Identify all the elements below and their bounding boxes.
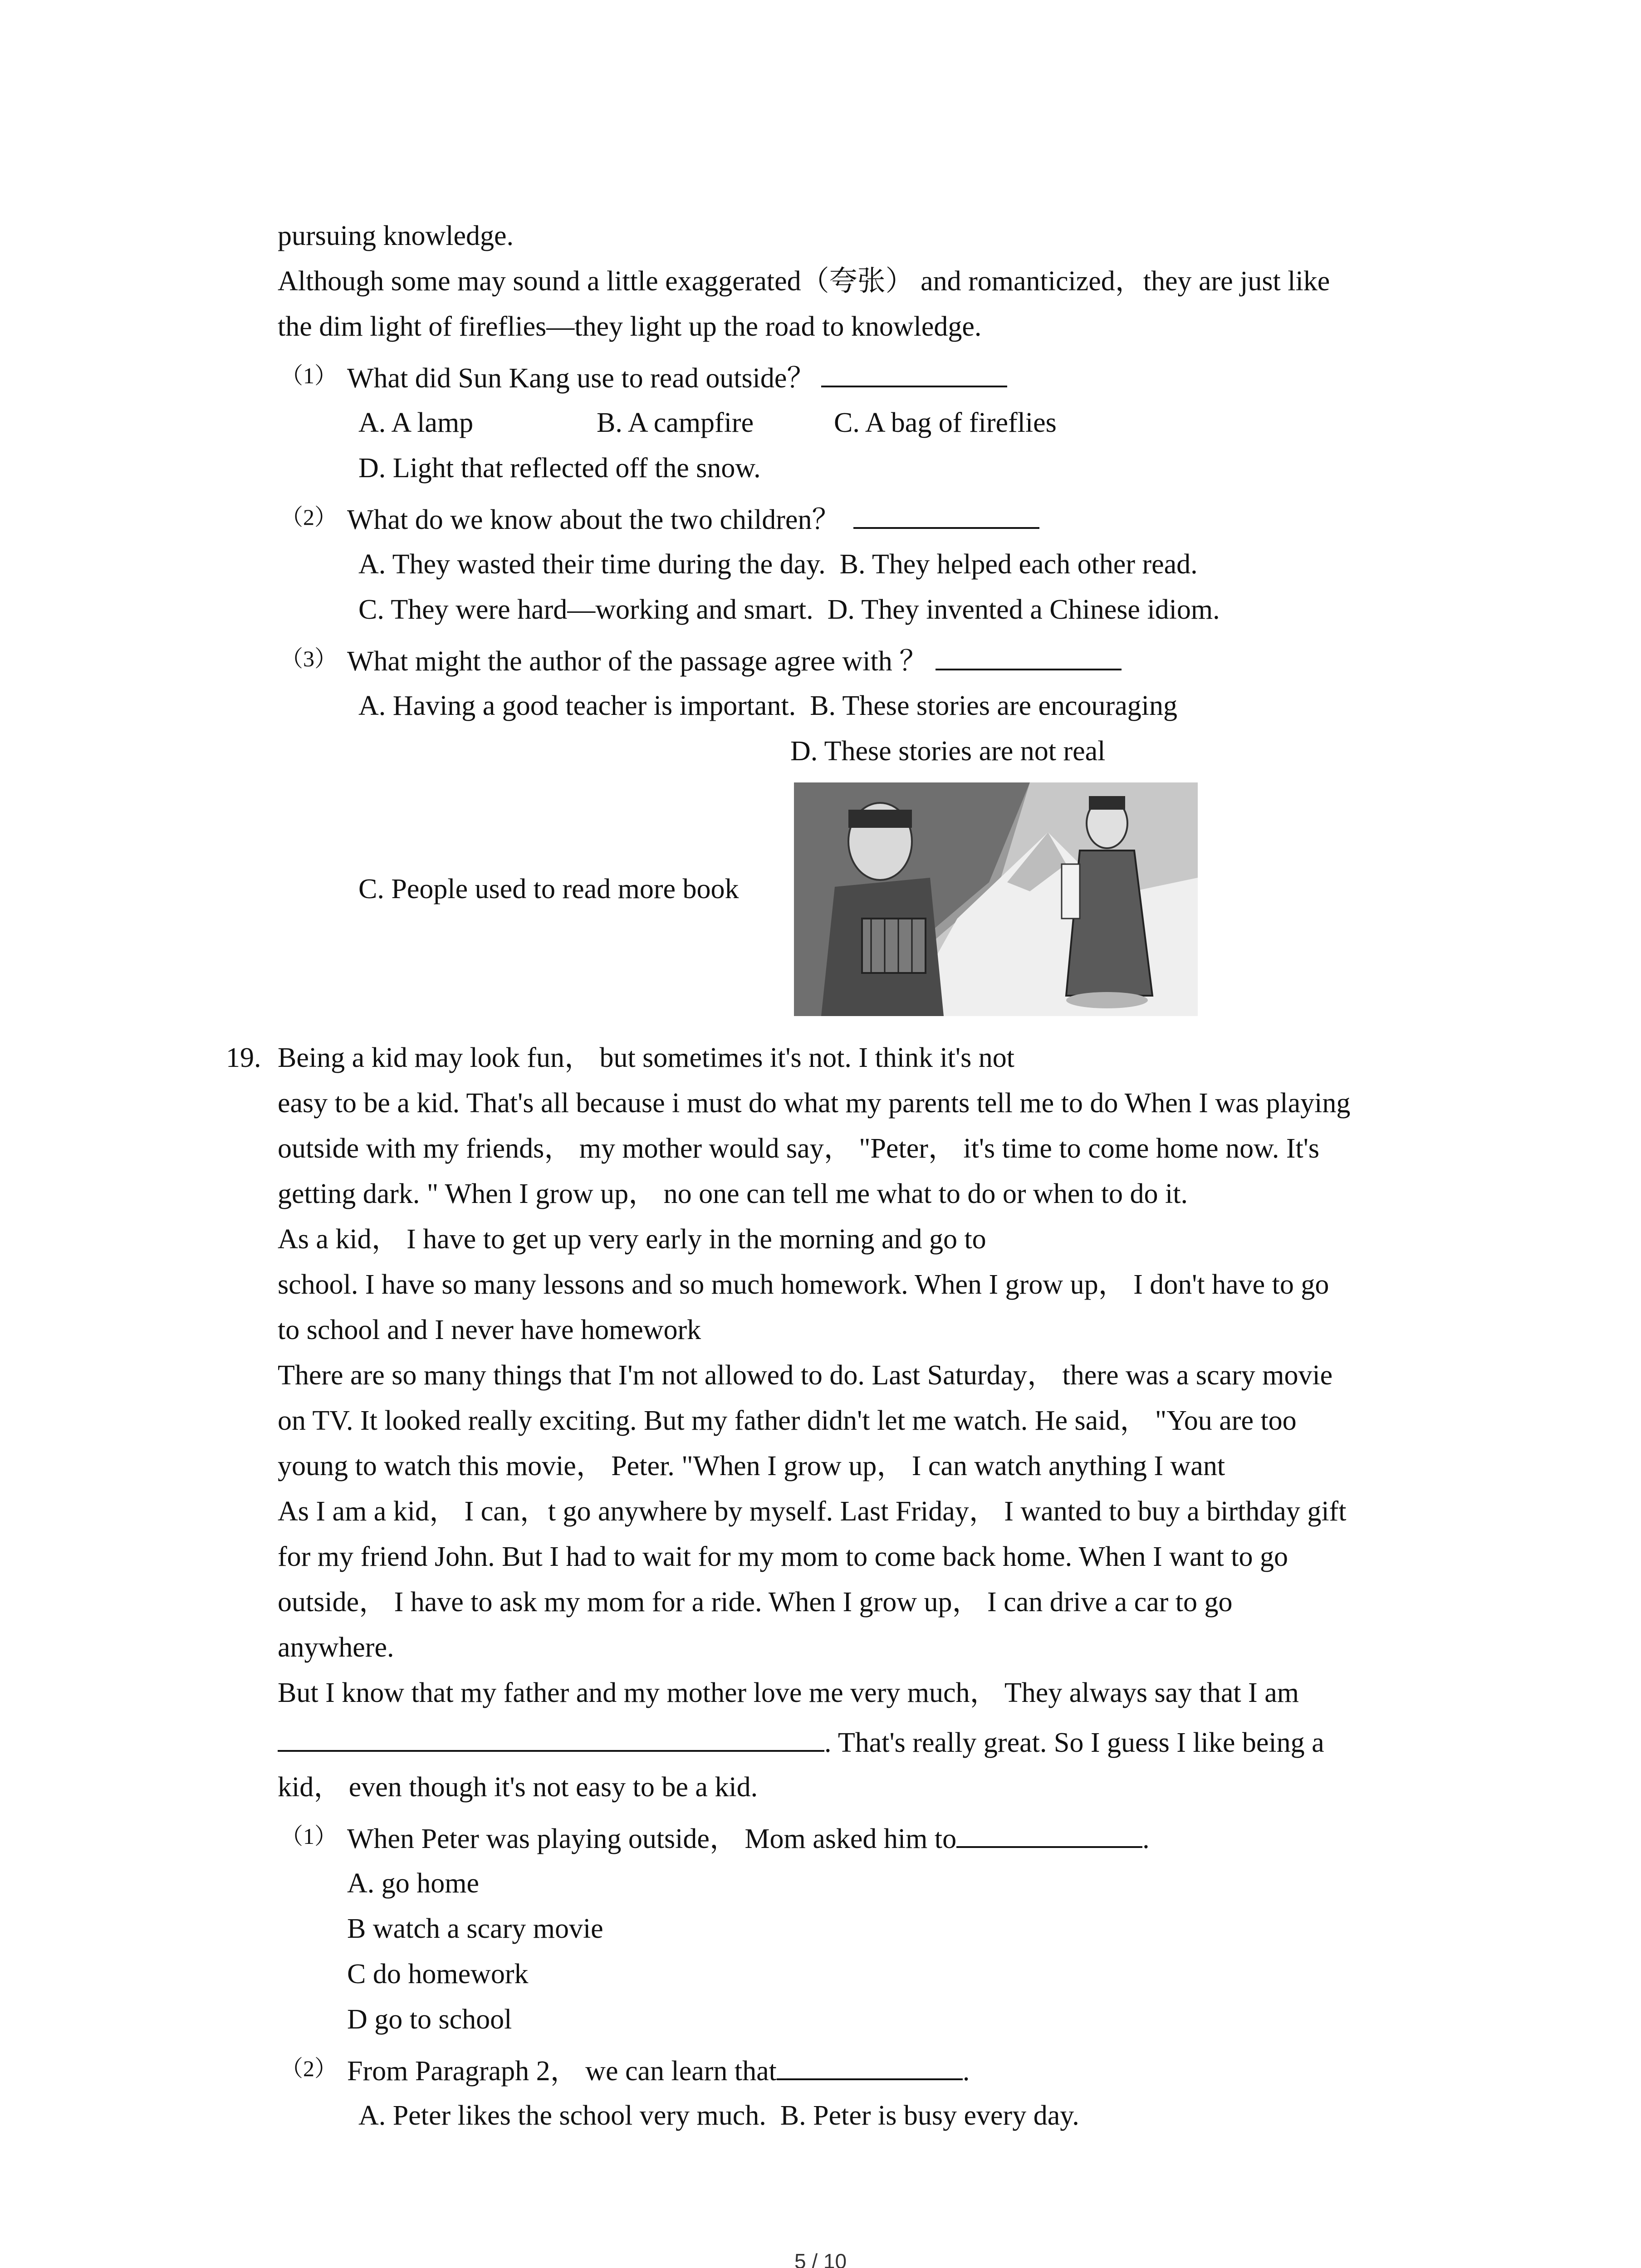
passage-line: As a kid， I have to get up very early in the morning and go to: [278, 1224, 986, 1255]
page-number: 5 / 10: [794, 2249, 847, 2268]
passage-line: school. I have so many lessons and so much homework. When I grow up， I don't have to go: [278, 1269, 1329, 1300]
passage-line: There are so many things that I'm not allowed to do. Last Saturday， there was a scary movie: [278, 1360, 1333, 1391]
passage-line: outside， I have to ask my mom for a ride. When I grow up， I can drive a car to go: [278, 1587, 1233, 1618]
answer-blank[interactable]: [278, 1724, 824, 1752]
illustration-drawing: [794, 782, 1198, 1016]
option: C do homework: [347, 1959, 529, 1989]
passage-line: on TV. It looked really exciting. But my father didn't let me watch. He said， "You are too: [278, 1405, 1297, 1436]
option: C. They were hard—working and smart. D. They invented a Chinese idiom.: [358, 594, 1220, 625]
answer-blank[interactable]: [853, 501, 1039, 529]
option: C. A bag of fireflies: [834, 407, 1057, 438]
option: D. These stories are not real: [790, 736, 1106, 767]
passage-line: easy to be a kid. That's all because i must do what my parents tell me to do When I was playing: [278, 1088, 1351, 1119]
question-number: （1）: [280, 1823, 337, 1849]
question-text: When Peter was playing outside， Mom asked him to .: [347, 1820, 1150, 1857]
option: A. They wasted their time during the day. B. They helped each other read.: [358, 549, 1198, 580]
passage-line: to school and I never have homework: [278, 1315, 701, 1345]
passage-line: Being a kid may look fun， but sometimes it's not. I think it's not: [278, 1042, 1014, 1073]
passage-line: outside with my friends， my mother would say， "Peter， it's time to come home now. It's: [278, 1133, 1319, 1164]
passage-line: for my friend John. But I had to wait for my mom to come back home. When I want to go: [278, 1541, 1288, 1572]
passage-line: Although some may sound a little exaggerated（夸张） and romanticized，they are just like: [278, 266, 1330, 297]
passage-line: anywhere.: [278, 1632, 394, 1663]
question-number: （2）: [280, 2056, 337, 2081]
option: A. Peter likes the school very much. B. Peter is busy every day.: [358, 2100, 1079, 2131]
option: D go to school: [347, 2004, 512, 2035]
option: C. People used to read more book: [358, 874, 739, 904]
option: A. go home: [347, 1868, 480, 1899]
option: D. Light that reflected off the snow.: [358, 453, 761, 484]
passage-line: . That's really great. So I guess I like being a: [278, 1724, 1324, 1761]
question-text: What might the author of the passage agree with ？: [347, 642, 1122, 679]
option: A. A lamp: [358, 407, 474, 438]
passage-line: getting dark. " When I grow up， no one can tell me what to do or when to do it.: [278, 1178, 1188, 1209]
option: B watch a scary movie: [347, 1913, 603, 1944]
question-text: From Paragraph 2， we can learn that .: [347, 2052, 970, 2089]
illustration-image: [794, 782, 1198, 1016]
question-text: What do we know about the two children？: [347, 501, 1039, 538]
answer-blank[interactable]: [936, 642, 1122, 670]
question-number: （1）: [280, 363, 337, 388]
question-number: （2）: [280, 504, 337, 530]
answer-blank[interactable]: [777, 2052, 963, 2080]
passage-line: But I know that my father and my mother love me very much， They always say that I am: [278, 1677, 1299, 1708]
question-number: （3）: [280, 646, 337, 671]
passage-line: pursuing knowledge.: [278, 220, 514, 251]
passage-line: young to watch this movie， Peter. "When I grow up， I can watch anything I want: [278, 1451, 1225, 1481]
passage-line: As I am a kid， I can，t go anywhere by myself. Last Friday， I wanted to buy a birthday gift: [278, 1496, 1347, 1527]
option: B. A campfire: [597, 407, 754, 438]
answer-blank[interactable]: [821, 359, 1007, 387]
passage-line: the dim light of fireflies—they light up the road to knowledge.: [278, 311, 982, 342]
question-text: What did Sun Kang use to read outside？: [347, 359, 1007, 396]
question-number: 19.: [226, 1042, 261, 1073]
answer-blank[interactable]: [956, 1820, 1142, 1848]
passage-line: kid， even though it's not easy to be a kid.: [278, 1772, 758, 1803]
option: A. Having a good teacher is important. B. These stories are encouraging: [358, 690, 1177, 721]
